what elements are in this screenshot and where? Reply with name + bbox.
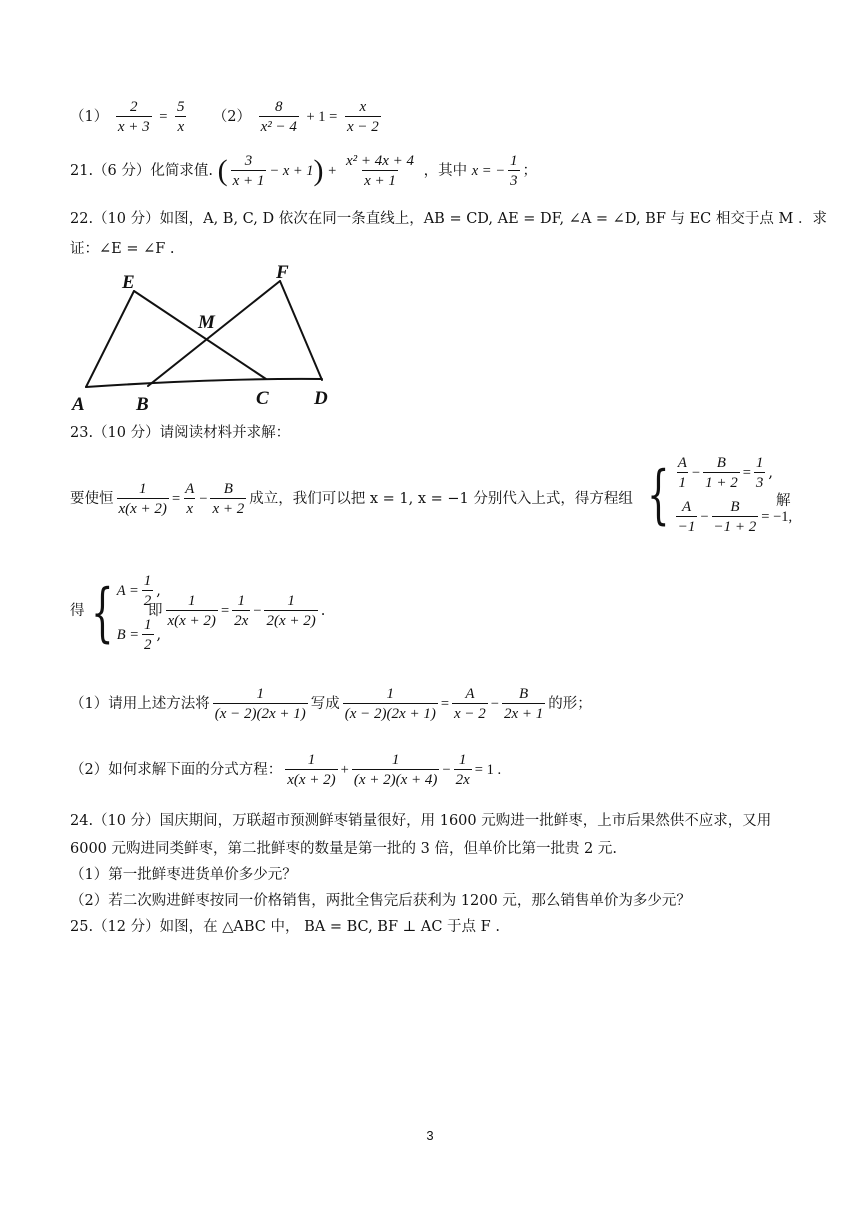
frac-num: B: [730, 499, 740, 515]
frac-den: −1 + 2: [712, 516, 759, 536]
frac-num: 1: [510, 153, 518, 169]
q20-p2-fraction: [259, 98, 299, 136]
frac: [166, 592, 218, 630]
equals: =: [440, 696, 450, 712]
equals-one: = 1 .: [474, 762, 502, 778]
semicolon: ；: [522, 163, 537, 179]
q20-p2-rhs-fraction: [345, 98, 381, 136]
equals: =: [220, 603, 230, 619]
frac-num: 1: [144, 617, 152, 633]
comma: ,: [156, 627, 162, 643]
frac: [676, 498, 698, 536]
frac-den: x − 2: [452, 703, 488, 723]
plus: +: [328, 163, 337, 179]
q23-prefix: 要使恒: [70, 491, 114, 507]
frac-num: 1: [138, 481, 147, 497]
system-row-1: [673, 454, 792, 492]
q20-equations: [70, 98, 800, 136]
frac-num: 2: [129, 99, 138, 115]
equation-system: [638, 454, 792, 536]
q23-jie: 解: [776, 493, 791, 509]
segment-EC: [134, 291, 266, 379]
frac-num: A: [677, 455, 687, 471]
segment-AE: [86, 291, 134, 387]
q20-part2-label: （2）: [212, 109, 251, 125]
q24-part-1: （1）第一批鲜枣进货单价多少元？: [70, 867, 297, 883]
frac-den: 2x + 1: [502, 703, 545, 723]
q23-part-2: [70, 748, 800, 792]
label-F: F: [276, 262, 289, 283]
q23-middle-text: 成立，我们可以把 x = 1, x = −1 分别代入上式，得方程组: [249, 491, 633, 507]
frac-num: 1: [391, 752, 400, 768]
frac-num: 1: [237, 593, 245, 609]
frac-den: x: [175, 116, 186, 136]
frac-num: 1: [187, 593, 196, 609]
comma: ,: [768, 465, 773, 481]
frac-num: 3: [244, 153, 253, 169]
q23-p1-end: 的形；: [548, 696, 592, 712]
frac-den: (x − 2)(2x + 1): [213, 703, 308, 723]
frac-den: x(x + 2): [285, 769, 337, 789]
identity-a: [183, 480, 196, 518]
frac: [232, 592, 250, 630]
frac: [264, 592, 317, 630]
frac-den: 1: [677, 472, 689, 492]
result-identity: [148, 592, 325, 630]
system-rhs: = −1,: [761, 509, 793, 525]
frac-num: 8: [274, 99, 283, 115]
frac-den: 3: [754, 472, 766, 492]
q23-p1-mid: 写成: [310, 696, 340, 712]
frac: [343, 685, 438, 723]
label-C: C: [256, 388, 269, 409]
q21-where: ，其中: [423, 163, 468, 179]
frac-num: B: [519, 686, 529, 702]
frac: [452, 685, 488, 723]
q22-line-1: 22.（10 分）如图，A, B, C, D 依次在同一条直线上，AB = CD, AE = DF, ∠A = ∠D, BF 与 EC 相交于点 M ．求: [70, 211, 827, 227]
q23-part-1: [70, 682, 800, 726]
frac-den: 2x: [232, 610, 250, 630]
frac: [454, 751, 472, 789]
q23-material-line: [70, 454, 800, 546]
frac-den: x + 2: [210, 498, 246, 518]
minus: −: [442, 762, 451, 778]
q24-part-2: （2）若二次购进鲜枣按同一价格销售，两批全售完后获利为 1200 元，那么销售单价为多少元？: [70, 893, 691, 909]
frac-den: x² − 4: [259, 116, 299, 136]
q23-de: 得: [70, 603, 85, 619]
frac-den: (x − 2)(2x + 1): [343, 703, 438, 723]
period: .: [320, 603, 326, 619]
frac-den: 1 + 2: [703, 472, 740, 492]
q21-mid-term: − x + 1: [269, 163, 314, 179]
frac-num: x² + 4x + 4: [345, 153, 415, 169]
frac-den: 2(x + 2): [264, 610, 317, 630]
segment-FD: [280, 281, 322, 380]
left-brace: {: [91, 576, 114, 650]
paren-close: ): [313, 154, 324, 187]
frac: [213, 685, 308, 723]
question-21: [70, 152, 800, 190]
frac-num: 1: [287, 593, 295, 609]
frac-num: 1: [458, 752, 467, 768]
frac-den: x: [184, 498, 195, 518]
comma: ,: [156, 583, 161, 599]
label-M: M: [198, 312, 215, 333]
label-B: B: [136, 394, 149, 414]
frac-num: 1: [307, 752, 316, 768]
frac-den: x + 1: [362, 170, 398, 190]
identity-lhs: [117, 480, 169, 518]
minus: −: [691, 465, 701, 481]
frac: [712, 498, 759, 536]
q20-p1-rhs-fraction: [175, 98, 187, 136]
frac-den: x(x + 2): [166, 610, 218, 630]
geometry-figure: [70, 262, 350, 414]
frac-num: B: [716, 455, 726, 471]
segment-AD: [86, 379, 322, 387]
system-rows: [673, 454, 792, 536]
frac-den: 2: [142, 634, 154, 654]
frac-den: x + 1: [231, 170, 267, 190]
page-number: 3: [426, 1128, 434, 1143]
q23-p2-prefix: （2）如何求解下面的分式方程：: [70, 762, 283, 778]
q21-fraction-2: [344, 152, 416, 190]
q23-ji: 即: [148, 603, 163, 619]
frac-num: 1: [256, 686, 264, 702]
q23-p1-prefix: （1）请用上述方法将: [70, 696, 210, 712]
frac: [754, 454, 766, 492]
frac-den: 2x: [454, 769, 472, 789]
frac-num: 5: [177, 99, 185, 115]
equals: =: [171, 491, 181, 507]
equals: =: [742, 465, 751, 481]
frac-den: −1: [676, 516, 698, 536]
equals: =: [159, 109, 168, 125]
plus: +: [340, 762, 349, 778]
frac-den: x + 3: [116, 116, 152, 136]
q24-line-1: 24.（10 分）国庆期间，万联超市预测鲜枣销量很好，用 1600 元购进一批鲜枣，上市后果然供不应求，又用: [70, 813, 772, 829]
q20-part1-label: （1）: [70, 109, 109, 125]
q21-x-value: x = −: [471, 163, 505, 179]
segment-BF: [148, 281, 280, 386]
q20-p1-lhs-fraction: [116, 98, 152, 136]
b-equals: B =: [116, 627, 139, 643]
frac: [703, 454, 740, 492]
frac-num: A: [185, 481, 195, 497]
frac-num: A: [465, 686, 475, 702]
minus: −: [199, 491, 208, 507]
frac: [285, 751, 337, 789]
frac-num: x: [359, 99, 367, 115]
frac-den: 3: [508, 170, 520, 190]
q21-x-fraction: [508, 152, 520, 190]
q23-title: 23.（10 分）请阅读材料并求解：: [70, 425, 291, 441]
system-row-2: [673, 498, 792, 536]
left-brace: {: [647, 458, 670, 532]
q21-prefix: 21.（6 分）化简求值.: [70, 163, 214, 179]
q22-line-2: 证：∠E = ∠F .: [70, 241, 175, 257]
label-A: A: [72, 394, 85, 414]
frac-num: B: [223, 481, 233, 497]
plus-one-equals: + 1 =: [306, 109, 338, 125]
q23-solution-line: [70, 570, 800, 666]
frac-num: 1: [386, 686, 395, 702]
minus: −: [490, 696, 499, 712]
frac-den: x(x + 2): [117, 498, 169, 518]
minus: −: [700, 509, 709, 525]
frac-den: (x + 2)(x + 4): [352, 769, 440, 789]
identity-b: [210, 480, 246, 518]
frac-num: A: [681, 499, 692, 515]
a-equals: A =: [116, 583, 139, 599]
frac-den: 2: [142, 590, 154, 610]
label-D: D: [314, 388, 328, 409]
frac-num: 1: [143, 573, 152, 589]
q25-line-1: 25.（12 分）如图，在 △ABC 中， BA = BC, BF ⊥ AC 于点 F .: [70, 919, 500, 935]
label-E: E: [122, 272, 135, 293]
frac: [502, 685, 545, 723]
paren-open: (: [217, 154, 228, 187]
q24-line-2: 6000 元购进同类鲜枣，第二批鲜枣的数量是第一批的 3 倍，但单价比第一批贵 2 元.: [70, 841, 618, 857]
q21-fraction-1: [231, 152, 267, 190]
frac: [676, 454, 689, 492]
frac-den: x − 2: [345, 116, 381, 136]
frac: [352, 751, 440, 789]
minus: −: [253, 603, 262, 619]
frac-num: 1: [755, 455, 764, 471]
